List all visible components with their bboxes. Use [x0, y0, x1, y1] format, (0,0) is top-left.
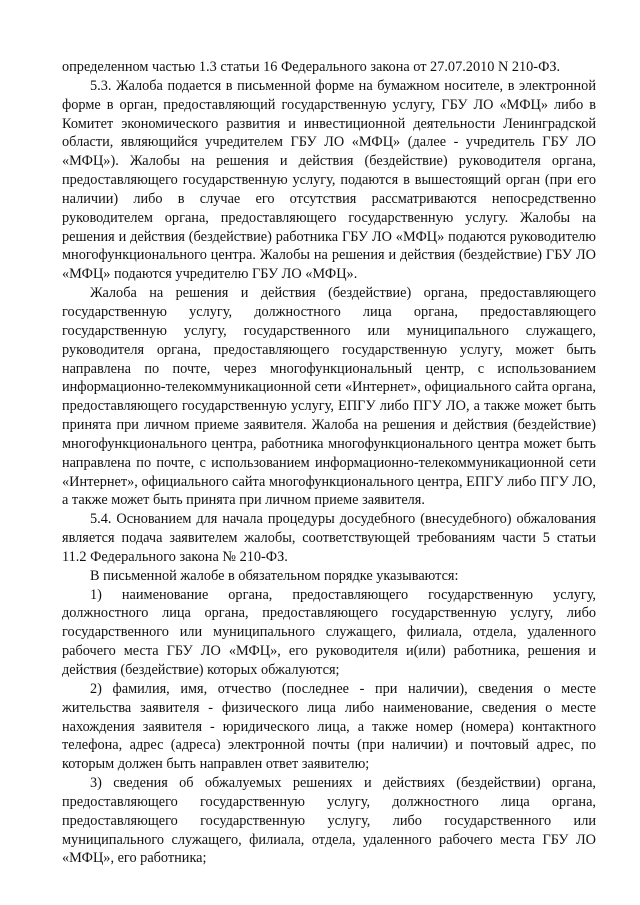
paragraph-5-4: 5.4. Основанием для начала процедуры досудебного (внесудебного) обжалования является подача заявителем жалобы, соответствующей требованиям части 5 статьи 11.2 Федерального закона № 210-ФЗ. [62, 511, 596, 565]
paragraph-continuation: определенном частью 1.3 статьи 16 Федерального закона от 27.07.2010 N 210-ФЗ. [62, 59, 561, 75]
paragraph-5-3: 5.3. Жалоба подается в письменной форме на бумажном носителе, в электронной форме в орган, предоставляющий государственную услугу, ГБУ ЛО «МФЦ» либо в Комитет экономического развития и инвестиционной деятельности Ленинградской области, являющийся учредителем ГБУ ЛО «МФЦ» (далее - учредитель ГБУ ЛО «МФЦ»). Жалобы на решения и действия (бездействие) руководителя органа, предоставляющего государственную услугу, подаются в вышестоящий орган (при его наличии) либо в случае его отсутствия рассматриваются непосредственно руководителем органа, предоставляющего государственную услугу. Жалобы на решения и действия (бездействие) работника ГБУ ЛО «МФЦ» подаются руководителю многофункционального центра. Жалобы на решения и действия (бездействие) ГБУ ЛО «МФЦ» подаются учредителю ГБУ ЛО «МФЦ». [62, 77, 596, 283]
paragraph-item-2: 2) фамилия, имя, отчество (последнее - при наличии), сведения о месте жительства заявителя - физического лица либо наименование, сведения о месте нахождения заявителя - юридического лица, а также номер (номера) контактного телефона, адрес (адреса) электронной почты (при наличии) и почтовый адрес, по которым должен быть направлен ответ заявителю; [62, 680, 596, 773]
paragraph-complaint-channels: Жалоба на решения и действия (бездействие) органа, предоставляющего государственную услугу, должностного лица органа, предоставляющего государственную услугу, государственного или муниципального служащего, руководителя органа, предоставляющего государственную услугу, может быть направлена по почте, через многофункциональный центр, с использованием информационно-телекоммуникационной сети «Интернет», официального сайта органа, предоставляющего государственную услугу, ЕПГУ либо ПГУ ЛО, а также может быть принята при личном приеме заявителя. Жалоба на решения и действия (бездействие) многофункционального центра, работника многофункционального центра может быть направлена по почте, с использованием информационно-телекоммуникационной сети «Интернет», официального сайта многофункционального центра, ЕПГУ либо ПГУ ЛО, а также может быть принята при личном приеме заявителя. [62, 285, 596, 509]
paragraph-item-1: 1) наименование органа, предоставляющего государственную услугу, должностного лица органа, предоставляющего государственную услугу, либо государственного или муниципального служащего, филиала, отдела, удаленного рабочего места ГБУ ЛО «МФЦ», его руководителя и(или) работника, решения и действия (бездействие) которых обжалуются; [62, 586, 596, 678]
paragraph-required-items-intro: В письменной жалобе в обязательном порядке указываются: [90, 567, 459, 584]
paragraph-item-3: 3) сведения об обжалуемых решениях и действиях (бездействии) органа, предоставляющего государственную услугу, должностного лица органа, предоставляющего государственную услугу, либо государственного или муниципального служащего, филиала, отдела, удаленного рабочего места ГБУ ЛО «МФЦ», его работника; [62, 775, 596, 867]
